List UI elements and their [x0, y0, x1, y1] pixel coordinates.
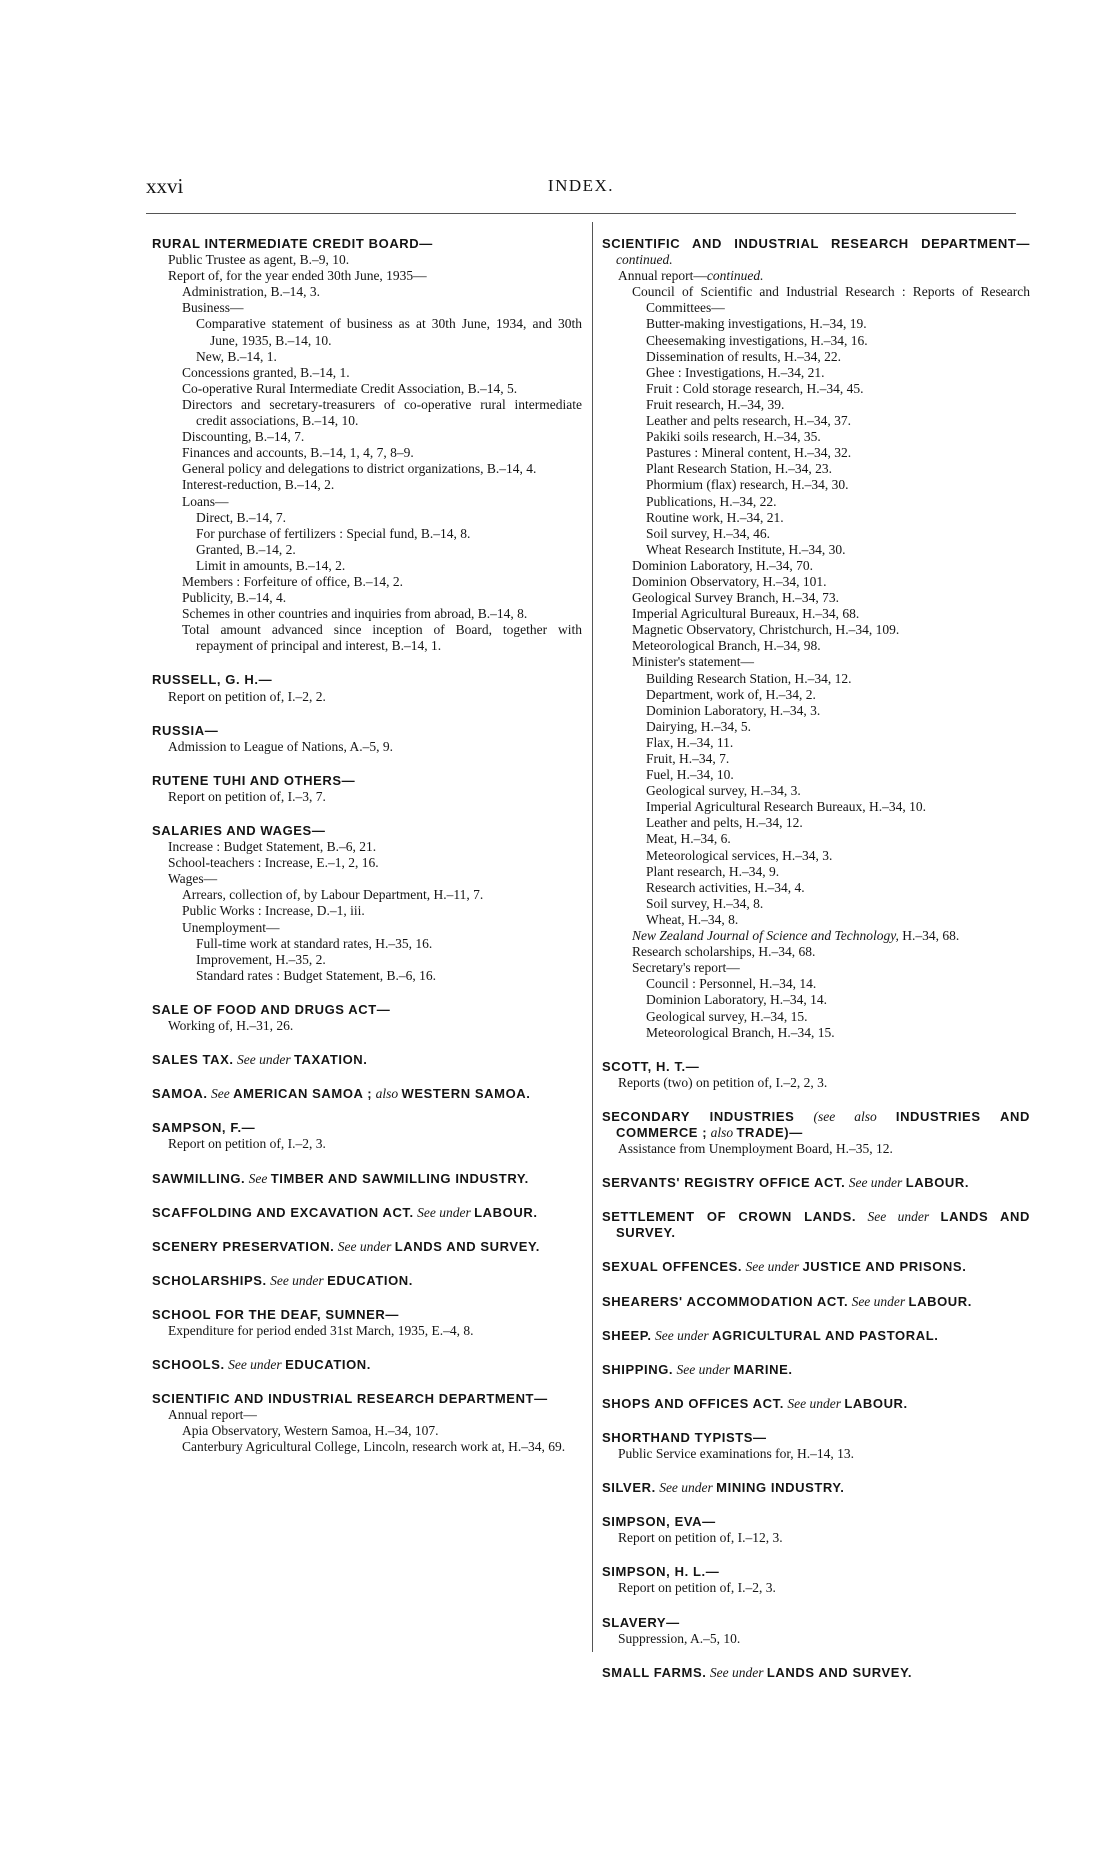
- index-entry-secondary: [602, 1109, 1030, 1157]
- sub-entry: Interest-reduction, B.–14, 2.: [182, 477, 335, 493]
- cross-reference: See under: [659, 1480, 713, 1496]
- cross-target: LANDS AND SURVEY.: [394, 1238, 541, 1254]
- cross-target: TRADE)—: [736, 1124, 803, 1140]
- journal-ref: H.–34, 68.: [902, 928, 960, 944]
- index-entry-slavery: [602, 1615, 1030, 1647]
- entry-heading: RUTENE TUHI AND OTHERS—: [152, 772, 356, 788]
- sub-entry: Assistance from Unemployment Board, H.–35, 12.: [618, 1141, 893, 1157]
- index-entry-sawmilling: [152, 1171, 582, 1187]
- sub-entry: Directors and secretary-treasurers of co-operative rural intermediate credit associations, B.–14, 10.: [182, 396, 582, 429]
- sub-entry: Fruit, H.–34, 7.: [646, 751, 730, 766]
- cross-target: LABOUR.: [908, 1293, 972, 1309]
- entry-heading: SCAFFOLDING AND EXCAVATION ACT.: [152, 1204, 414, 1220]
- sub-entry: Fruit : Cold storage research, H.–34, 45.: [646, 380, 864, 396]
- index-entry-sampson: [152, 1120, 582, 1152]
- sub-entry: Department, work of, H.–34, 2.: [646, 686, 816, 702]
- sub-entry: Dissemination of results, H.–34, 22.: [646, 348, 841, 364]
- index-entry-shops: [602, 1396, 1030, 1412]
- sub-entry: New, B.–14, 1.: [196, 348, 277, 364]
- sub-entry: Standard rates : Budget Statement, B.–6, 16.: [196, 967, 436, 983]
- cross-reference: See under: [867, 1209, 930, 1225]
- sub-entry: Dominion Laboratory, H.–34, 70.: [632, 557, 813, 573]
- sub-entry: Schemes in other countries and inquiries from abroad, B.–14, 8.: [182, 606, 528, 622]
- entry-heading: SALE OF FOOD AND DRUGS ACT—: [152, 1001, 391, 1017]
- sub-entry: Dairying, H.–34, 5.: [646, 718, 751, 734]
- cross-reference: See under: [787, 1395, 841, 1411]
- entry-heading: SHEEP.: [602, 1327, 652, 1343]
- page-number: xxvi: [146, 174, 184, 198]
- sub-entry: Research scholarships, H.–34, 68.: [632, 944, 816, 960]
- cross-reference: See under: [676, 1361, 731, 1377]
- sub-entry: Direct, B.–14, 7.: [196, 509, 286, 525]
- index-entry-silver: [602, 1480, 1030, 1496]
- index-entry-settlement: [602, 1209, 1030, 1241]
- sub-entry: Geological Survey Branch, H.–34, 73.: [632, 590, 839, 606]
- sub-entry: Dominion Observatory, H.–34, 101.: [632, 573, 827, 589]
- sub-entry: Loans—: [182, 493, 229, 509]
- entry-heading: SHEARERS' ACCOMMODATION ACT.: [602, 1293, 849, 1309]
- entry-heading: SHORTHAND TYPISTS—: [602, 1429, 767, 1445]
- sub-entry: Leather and pelts research, H.–34, 37.: [646, 413, 852, 429]
- sub-entry: Discounting, B.–14, 7.: [182, 429, 305, 445]
- sub-entry: Pastures : Mineral content, H.–34, 32.: [646, 445, 852, 461]
- sub-entry: Report on petition of, I.–2, 3.: [618, 1580, 776, 1596]
- cross-target: INDUSTRIES AND COMMERCE ;: [616, 1108, 1030, 1140]
- cross-reference: See under: [228, 1357, 282, 1373]
- continued-label: continued.: [616, 252, 673, 268]
- sub-entry: Total amount advanced since inception of Board, together with repayment of principal and interest, B.–14, 1.: [182, 622, 582, 654]
- sub-entry: Report of, for the year ended 30th June, 1935—: [168, 268, 427, 284]
- sub-entry: Report on petition of, I.–2, 3.: [168, 1136, 326, 1152]
- sub-entry: Full-time work at standard rates, H.–35, 16.: [196, 935, 433, 951]
- cross-target: LABOUR.: [905, 1175, 970, 1191]
- sub-entry: Secretary's report—: [632, 960, 740, 976]
- running-head: INDEX.: [547, 176, 615, 195]
- entry-heading: SALARIES AND WAGES—: [152, 823, 326, 838]
- cross-reference: See under: [851, 1293, 906, 1309]
- index-entry-salaries: [152, 823, 582, 984]
- cross-target: EDUCATION.: [327, 1272, 413, 1288]
- entry-heading: RUSSIA—: [152, 722, 219, 738]
- cross-reference: See under: [848, 1175, 903, 1191]
- index-entry-scaffolding: [152, 1205, 582, 1221]
- sub-entry: General policy and delegations to district organizations, B.–14, 4.: [182, 461, 537, 477]
- sub-entry: Expenditure for period ended 31st March, 1935, E.–4, 8.: [168, 1322, 474, 1338]
- index-entry-servants: [602, 1175, 1030, 1191]
- entry-heading: SCIENTIFIC AND INDUSTRIAL RESEARCH DEPARTMENT—: [152, 1391, 548, 1407]
- index-entry-sales-tax: [152, 1052, 582, 1068]
- sub-entry: Soil survey, H.–34, 8.: [646, 895, 764, 911]
- entry-heading: SHIPPING.: [602, 1361, 674, 1377]
- cross-target: EDUCATION.: [285, 1357, 371, 1373]
- cross-reference: (see also: [813, 1108, 877, 1124]
- sub-entry: Dominion Laboratory, H.–34, 14.: [646, 992, 827, 1008]
- cross-reference: See: [210, 1086, 230, 1102]
- sub-entry: Imperial Agricultural Bureaux, H.–34, 68.: [632, 606, 860, 622]
- cross-target: WESTERN SAMOA.: [401, 1086, 531, 1102]
- index-entry-shorthand: [602, 1430, 1030, 1462]
- sub-entry: Public Works : Increase, D.–1, iii.: [182, 903, 365, 919]
- sub-entry: Administration, B.–14, 3.: [182, 284, 320, 300]
- entry-heading: RURAL INTERMEDIATE CREDIT BOARD—: [152, 236, 433, 251]
- sub-entry: Meteorological Branch, H.–34, 15.: [646, 1024, 835, 1040]
- entry-heading: SALES TAX.: [152, 1052, 234, 1068]
- sub-entry: For purchase of fertilizers : Special fund, B.–14, 8.: [196, 525, 471, 541]
- cross-target: LABOUR.: [474, 1204, 538, 1220]
- cross-target: JUSTICE AND PRISONS.: [802, 1259, 967, 1275]
- sub-entry: Wages—: [168, 871, 218, 887]
- sub-entry: Concessions granted, B.–14, 1.: [182, 364, 350, 380]
- sub-entry: Public Service examinations for, H.–14, 13.: [618, 1446, 855, 1461]
- index-entry-school-deaf: [152, 1307, 582, 1339]
- entry-heading: SAWMILLING.: [152, 1170, 246, 1186]
- sub-entry: Admission to League of Nations, A.–5, 9.: [168, 738, 393, 754]
- sub-entry: Minister's statement—: [632, 654, 755, 670]
- sub-entry: Working of, H.–31, 26.: [168, 1018, 294, 1034]
- sub-entry: Soil survey, H.–34, 46.: [646, 525, 770, 541]
- sub-entry: Plant research, H.–34, 9.: [646, 863, 780, 879]
- sub-entry: Report on petition of, I.–2, 2.: [168, 688, 326, 704]
- index-entry-sexual: [602, 1259, 1030, 1275]
- sub-entry: Pakiki soils research, H.–34, 35.: [646, 429, 821, 445]
- cross-target: MARINE.: [733, 1361, 793, 1377]
- right-column: [602, 236, 1030, 1699]
- sub-entry: Arrears, collection of, by Labour Department, H.–11, 7.: [182, 887, 484, 903]
- index-entry-rutene: [152, 773, 582, 805]
- cross-target: AMERICAN SAMOA ;: [233, 1086, 373, 1102]
- column-divider: [592, 222, 593, 1652]
- entry-heading: SIMPSON, EVA—: [602, 1514, 716, 1530]
- sub-entry: Report on petition of, I.–12, 3.: [618, 1530, 783, 1546]
- sub-entry: Butter-making investigations, H.–34, 19.: [646, 316, 867, 332]
- journal-title: New Zealand Journal of Science and Technology,: [632, 928, 899, 944]
- sub-entry: Limit in amounts, B.–14, 2.: [196, 557, 346, 573]
- page-header: [146, 174, 1016, 202]
- continued-label: continued.: [706, 268, 764, 284]
- index-entry-scenery: [152, 1239, 582, 1255]
- sub-entry: Fruit research, H.–34, 39.: [646, 396, 785, 412]
- entry-heading: RUSSELL, G. H.—: [152, 672, 273, 688]
- entry-heading: SCHOOL FOR THE DEAF, SUMNER—: [152, 1306, 399, 1322]
- cross-reference: See under: [709, 1664, 764, 1680]
- sub-entry: Phormium (flax) research, H.–34, 30.: [646, 477, 849, 493]
- index-entry-samoa: [152, 1086, 582, 1102]
- sub-entry: Flax, H.–34, 11.: [646, 734, 734, 750]
- sub-entry: School-teachers : Increase, E.–1, 2, 16.: [168, 855, 379, 871]
- sub-entry: Geological survey, H.–34, 3.: [646, 783, 801, 799]
- sub-entry: Apia Observatory, Western Samoa, H.–34, 107.: [182, 1423, 439, 1439]
- sub-entry: Ghee : Investigations, H.–34, 21.: [646, 364, 825, 380]
- cross-target: TIMBER AND SAWMILLING INDUSTRY.: [270, 1170, 529, 1186]
- entry-heading: SCIENTIFIC AND INDUSTRIAL RESEARCH DEPARTMENT—: [602, 236, 1030, 251]
- entry-heading: SMALL FARMS.: [602, 1664, 707, 1680]
- cross-reference: See under: [270, 1272, 324, 1288]
- sub-entry: Meteorological Branch, H.–34, 98.: [632, 638, 821, 654]
- sub-entry: Business—: [182, 300, 244, 316]
- cross-target: TAXATION.: [293, 1052, 368, 1068]
- cross-reference: See under: [337, 1238, 392, 1254]
- cross-reference: See: [248, 1170, 268, 1186]
- sub-entry: Report on petition of, I.–3, 7.: [168, 788, 326, 804]
- entry-heading: SAMPSON, F.—: [152, 1120, 256, 1136]
- sub-entry: Comparative statement of business as at 30th June, 1934, and 30th June, 1935, B.–14, 10.: [196, 316, 582, 348]
- index-entry-scientific-continued: [602, 236, 1030, 1041]
- cross-target: LABOUR.: [844, 1395, 908, 1411]
- sub-entry: Canterbury Agricultural College, Lincoln, research work at, H.–34, 69.: [182, 1439, 566, 1455]
- entry-heading: SCHOLARSHIPS.: [152, 1272, 267, 1288]
- index-entry-sheep: [602, 1328, 1030, 1344]
- entry-heading: SLAVERY—: [602, 1614, 680, 1630]
- cross-reference: also: [710, 1124, 734, 1140]
- sub-entry: Magnetic Observatory, Christchurch, H.–34, 109.: [632, 622, 900, 638]
- sub-entry: Council : Personnel, H.–34, 14.: [646, 976, 817, 992]
- index-entry-scholarships: [152, 1273, 582, 1289]
- sub-entry: Granted, B.–14, 2.: [196, 541, 296, 557]
- cross-target: MINING INDUSTRY.: [716, 1480, 845, 1496]
- index-entry-shearers: [602, 1294, 1030, 1310]
- sub-entry: Imperial Agricultural Research Bureaux, H.–34, 10.: [646, 799, 927, 815]
- cross-reference: also: [375, 1086, 399, 1102]
- index-entry-scott: [602, 1059, 1030, 1091]
- sub-entry: Annual report—: [168, 1407, 257, 1423]
- sub-entry: Co-operative Rural Intermediate Credit Association, B.–14, 5.: [182, 380, 518, 396]
- sub-entry: Improvement, H.–35, 2.: [196, 951, 326, 967]
- entry-heading: SILVER.: [602, 1480, 656, 1496]
- sub-entry: Public Trustee as agent, B.–9, 10.: [168, 252, 350, 268]
- cross-target: LANDS AND SURVEY.: [766, 1664, 913, 1680]
- sub-entry: Geological survey, H.–34, 15.: [646, 1008, 808, 1024]
- sub-entry: Meteorological services, H.–34, 3.: [646, 847, 833, 863]
- sub-entry: Plant Research Station, H.–34, 23.: [646, 461, 832, 477]
- entry-heading: SEXUAL OFFENCES.: [602, 1259, 743, 1275]
- sub-entry: Increase : Budget Statement, B.–6, 21.: [168, 839, 377, 855]
- index-entry-russell: [152, 672, 582, 704]
- index-entry-shipping: [602, 1362, 1030, 1378]
- sub-entry: Council of Scientific and Industrial Research : Reports of Research Committees—: [632, 284, 1030, 316]
- sub-entry: Fuel, H.–34, 10.: [646, 767, 734, 783]
- sub-entry: Cheesemaking investigations, H.–34, 16.: [646, 332, 868, 348]
- entry-heading: SCHOOLS.: [152, 1357, 225, 1373]
- sub-entry: Members : Forfeiture of office, B.–14, 2.: [182, 573, 403, 589]
- sub-entry: Wheat, H.–34, 8.: [646, 911, 739, 927]
- index-entry-schools: [152, 1357, 582, 1373]
- cross-reference: See under: [654, 1327, 709, 1343]
- sub-entry: Building Research Station, H.–34, 12.: [646, 670, 852, 686]
- sub-entry: Routine work, H.–34, 21.: [646, 509, 784, 525]
- entry-heading: SHOPS AND OFFICES ACT.: [602, 1395, 784, 1411]
- index-entry-simpson-hl: [602, 1564, 1030, 1596]
- cross-reference: See under: [417, 1204, 471, 1220]
- entry-heading: SIMPSON, H. L.—: [602, 1564, 720, 1580]
- index-entry-scientific: [152, 1391, 582, 1455]
- sub-entry: Research activities, H.–34, 4.: [646, 879, 805, 895]
- index-entry-simpson-eva: [602, 1514, 1030, 1546]
- sub-entry: Dominion Laboratory, H.–34, 3.: [646, 702, 821, 718]
- sub-entry: Finances and accounts, B.–14, 1, 4, 7, 8–9.: [182, 445, 414, 461]
- sub-entry: Leather and pelts, H.–34, 12.: [646, 815, 803, 831]
- left-column: [152, 236, 582, 1474]
- sub-entry: Reports (two) on petition of, I.–2, 2, 3.: [618, 1074, 828, 1090]
- header-rule: [146, 213, 1016, 214]
- sub-entry: Publications, H.–34, 22.: [646, 493, 777, 509]
- sub-entry: Unemployment—: [182, 919, 280, 935]
- sub-entry: Wheat Research Institute, H.–34, 30.: [646, 541, 846, 557]
- cross-target: LANDS AND SURVEY.: [616, 1209, 1031, 1241]
- index-entry-russia: [152, 723, 582, 755]
- entry-heading: SECONDARY INDUSTRIES: [602, 1108, 795, 1124]
- index-entry-small-farms: [602, 1665, 1030, 1681]
- sub-entry: Annual report—: [618, 268, 707, 284]
- cross-reference: See under: [745, 1259, 800, 1275]
- index-entry-rural: [152, 236, 582, 654]
- index-entry-sale-food: [152, 1002, 582, 1034]
- cross-target: AGRICULTURAL AND PASTORAL.: [711, 1327, 939, 1343]
- entry-heading: SCENERY PRESERVATION.: [152, 1238, 335, 1254]
- cross-reference: See under: [236, 1052, 291, 1068]
- sub-entry: Suppression, A.–5, 10.: [618, 1630, 741, 1646]
- entry-heading: SERVANTS' REGISTRY OFFICE ACT.: [602, 1175, 846, 1191]
- entry-heading: SETTLEMENT OF CROWN LANDS.: [602, 1209, 857, 1225]
- entry-heading: SAMOA.: [152, 1086, 208, 1102]
- sub-entry: Publicity, B.–14, 4.: [182, 590, 287, 606]
- entry-heading: SCOTT, H. T.—: [602, 1058, 700, 1074]
- sub-entry: Meat, H.–34, 6.: [646, 831, 731, 847]
